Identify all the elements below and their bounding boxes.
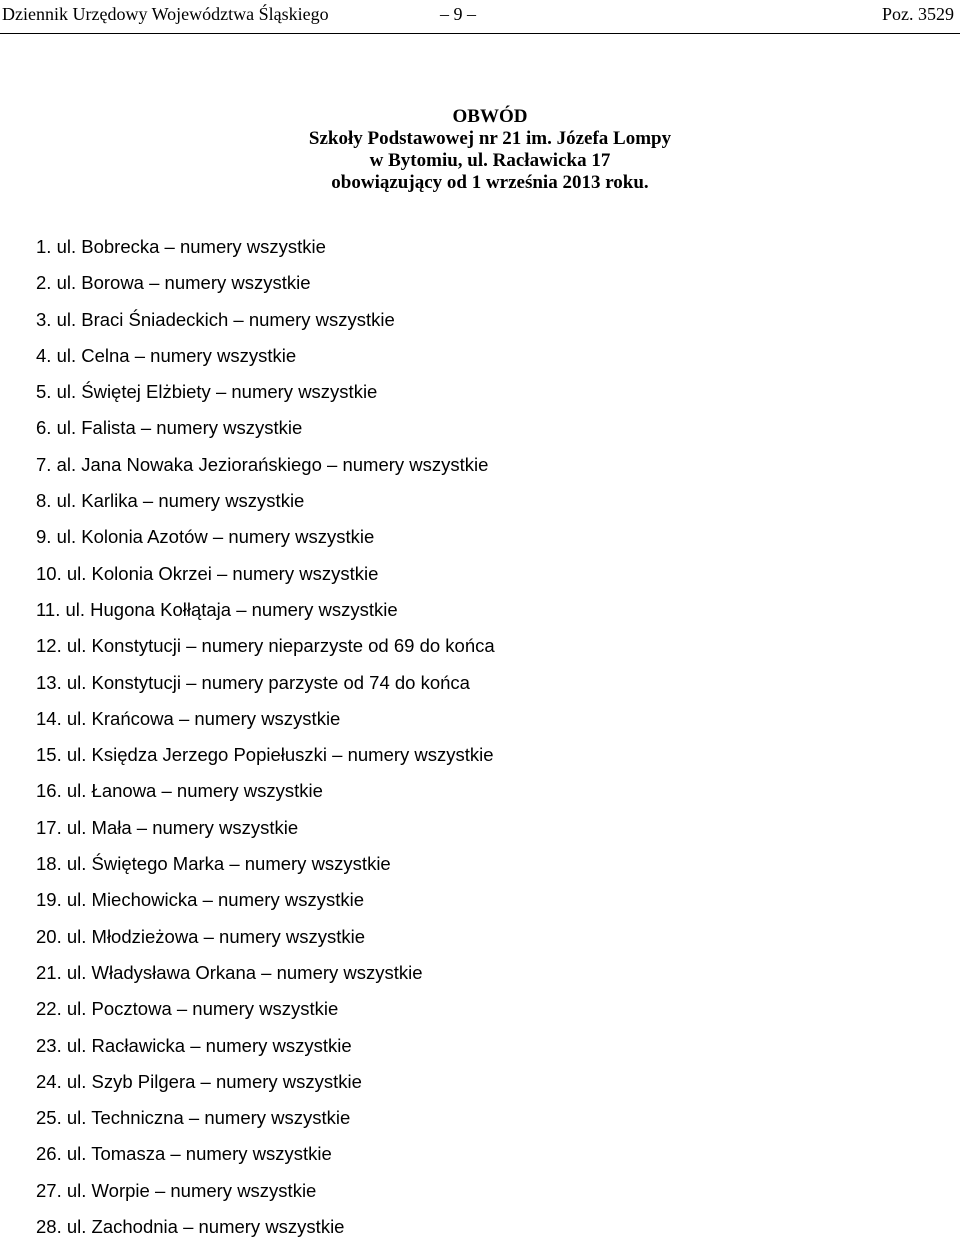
street-item: 15. ul. Księdza Jerzego Popiełuszki – numery wszystkie xyxy=(36,744,494,766)
street-item: 6. ul. Falista – numery wszystkie xyxy=(36,417,303,439)
street-item: 22. ul. Pocztowa – numery wszystkie xyxy=(36,998,339,1020)
street-item: 12. ul. Konstytucji – numery nieparzyste od 69 do końca xyxy=(36,635,495,657)
street-item: 2. ul. Borowa – numery wszystkie xyxy=(36,272,311,294)
street-item: 7. al. Jana Nowaka Jeziorańskiego – numery wszystkie xyxy=(36,453,489,475)
street-item: 20. ul. Młodzieżowa – numery wszystkie xyxy=(36,925,366,947)
page-header xyxy=(0,0,960,33)
street-item: 5. ul. Świętej Elżbiety – numery wszystkie xyxy=(36,381,378,403)
street-item: 19. ul. Miechowicka – numery wszystkie xyxy=(36,889,364,911)
street-item: 3. ul. Braci Śniadeckich – numery wszystkie xyxy=(36,308,395,330)
street-item: 16. ul. Łanowa – numery wszystkie xyxy=(36,780,323,802)
street-item: 25. ul. Techniczna – numery wszystkie xyxy=(36,1107,351,1129)
journal-name: Dziennik Urzędowy Województwa Śląskiego xyxy=(2,4,329,24)
position-number: Poz. 3529 xyxy=(882,4,954,24)
document-title xyxy=(270,106,710,194)
street-item: 8. ul. Karlika – numery wszystkie xyxy=(36,490,305,512)
street-item: 26. ul. Tomasza – numery wszystkie xyxy=(36,1143,332,1165)
street-item: 24. ul. Szyb Pilgera – numery wszystkie xyxy=(36,1070,362,1092)
street-item: 9. ul. Kolonia Azotów – numery wszystkie xyxy=(36,526,375,548)
street-item: 10. ul. Kolonia Okrzei – numery wszystkie xyxy=(36,562,379,584)
header-divider xyxy=(0,33,960,34)
street-item: 14. ul. Krańcowa – numery wszystkie xyxy=(36,707,341,729)
street-item: 21. ul. Władysława Orkana – numery wszystkie xyxy=(36,961,423,983)
street-list xyxy=(36,229,495,1245)
street-item: 17. ul. Mała – numery wszystkie xyxy=(36,816,299,838)
street-item: 4. ul. Celna – numery wszystkie xyxy=(36,344,297,366)
street-item: 18. ul. Świętego Marka – numery wszystkie xyxy=(36,853,391,875)
title-line-3: w Bytomiu, ul. Racławicka 17 xyxy=(369,150,611,171)
street-item: 28. ul. Zachodnia – numery wszystkie xyxy=(36,1216,345,1238)
street-item: 13. ul. Konstytucji – numery parzyste od 74 do końca xyxy=(36,671,470,693)
page-number: – 9 – xyxy=(440,4,476,24)
street-item: 1. ul. Bobrecka – numery wszystkie xyxy=(36,236,326,257)
title-line-1: OBWÓD xyxy=(452,106,528,127)
street-item: 11. ul. Hugona Kołłątaja – numery wszystkie xyxy=(36,598,398,620)
title-line-2: Szkoły Podstawowej nr 21 im. Józefa Lompy xyxy=(308,128,672,149)
street-item: 23. ul. Racławicka – numery wszystkie xyxy=(36,1034,352,1056)
title-line-4: obowiązujący od 1 września 2013 roku. xyxy=(331,172,649,193)
street-item: 27. ul. Worpie – numery wszystkie xyxy=(36,1179,317,1201)
